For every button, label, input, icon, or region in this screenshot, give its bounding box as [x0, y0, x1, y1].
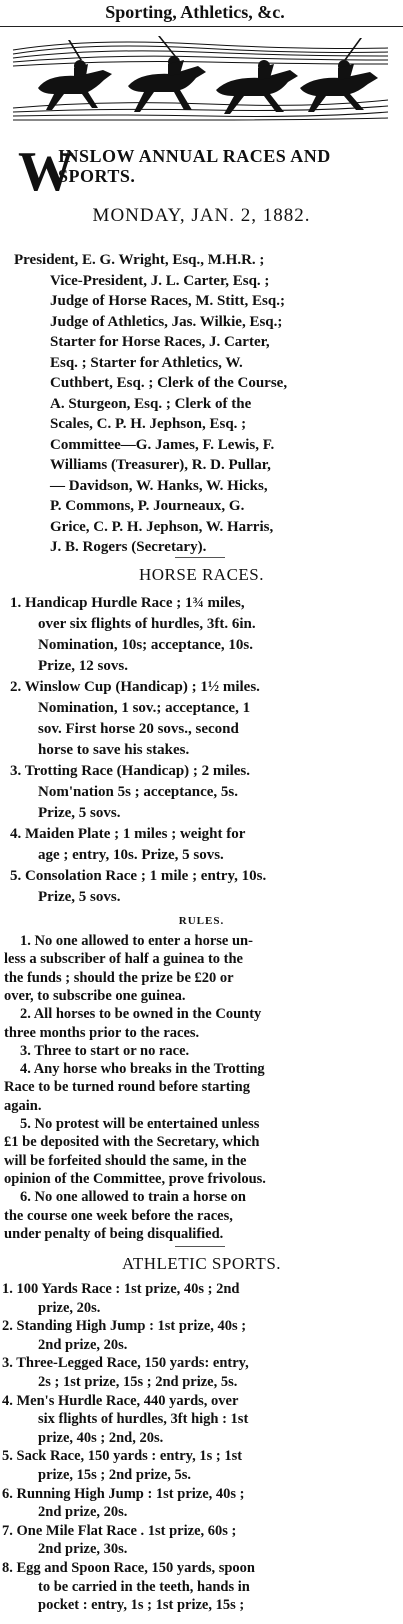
officials-line: Vice-President, J. L. Carter, Esq. ;	[50, 272, 270, 289]
athletic-lines-line: 1. 100 Yards Race : 1st prize, 40s ; 2nd	[2, 1281, 240, 1297]
rules-lines-line: Race to be turned round before starting	[4, 1079, 250, 1096]
rules-lines-line: under penalty of being disqualified.	[4, 1225, 224, 1242]
horse-lines-line: 5. Consolation Race ; 1 mile ; entry, 10s.	[10, 868, 267, 884]
athletic-lines-line: 2nd prize, 30s.	[38, 1541, 128, 1558]
athletic-lines-line: 6. Running High Jump : 1st prize, 40s ;	[2, 1485, 245, 1502]
horse-lines-line: 4. Maiden Plate ; 1 miles ; weight for	[10, 826, 246, 842]
horse-lines-line: Prize, 5 sovs.	[38, 889, 121, 905]
rules-lines-line: will be forfeited should the same, in the	[4, 1152, 247, 1169]
rules-lines-line: opinion of the Committee, prove frivolous.	[4, 1170, 266, 1187]
officials-line: President, E. G. Wright, Esq., M.H.R. ;	[14, 252, 265, 268]
horse-lines-line: sov. First horse 20 sovs., second	[38, 721, 239, 737]
horse-races-heading: HORSE RACES.	[138, 565, 265, 584]
horse-lines-line: Nom'nation 5s ; acceptance, 5s.	[38, 784, 238, 800]
horse-racing-engraving	[8, 30, 393, 130]
rules-lines-line: 2. All horses to be owned in the County	[20, 1006, 262, 1023]
athletic-lines-line: 5. Sack Race, 150 yards : entry, 1s ; 1st	[2, 1448, 243, 1465]
athletic-sports-heading: ATHLETIC SPORTS.	[121, 1254, 282, 1273]
athletic-lines-line: 2s ; 1st prize, 15s ; 2nd prize, 5s.	[38, 1374, 238, 1390]
rules-lines-line: 3. Three to start or no race.	[20, 1042, 190, 1059]
horse-lines-line: age ; entry, 10s. Prize, 5 sovs.	[38, 847, 224, 863]
athletic-lines-line: prize, 20s.	[38, 1299, 101, 1316]
horse-lines-line: Prize, 12 sovs.	[38, 658, 128, 674]
rules-lines-line: 5. No protest will be entertained unless	[20, 1116, 260, 1132]
athletic-lines-line: 8. Egg and Spoon Race, 150 yards, spoon	[2, 1560, 255, 1576]
top-rule	[0, 26, 403, 27]
athletic-lines-line: six flights of hurdles, 3ft high : 1st	[38, 1411, 249, 1428]
horse-lines-line: over six flights of hurdles, 3ft. 6in.	[38, 616, 256, 632]
rules-lines-line: again.	[4, 1097, 42, 1114]
officials-line: Williams (Treasurer), R. D. Pullar,	[50, 457, 271, 473]
dropcap: W	[18, 141, 74, 203]
athletic-lines-line: 2nd prize, 20s.	[38, 1504, 128, 1521]
officials-line: Esq. ; Starter for Athletics, W.	[50, 354, 243, 371]
rules-lines-line: less a subscriber of half a guinea to the	[4, 951, 243, 968]
divider-2	[175, 1246, 225, 1247]
horse-lines-line: Nomination, 10s; acceptance, 10s.	[38, 637, 253, 653]
rules-lines-line: the funds ; should the prize be £20 or	[4, 969, 234, 986]
horse-lines-line: 1. Handicap Hurdle Race ; 1¾ miles,	[10, 595, 245, 611]
athletic-lines-line: pocket : entry, 1s ; 1st prize, 15s ;	[38, 1597, 245, 1614]
article-title-2: SPORTS.	[58, 166, 136, 186]
officials-line: — Davidson, W. Hanks, W. Hicks,	[50, 477, 268, 494]
horse-lines-line: Prize, 5 sovs.	[38, 805, 121, 821]
officials-line: A. Sturgeon, Esq. ; Clerk of the	[50, 395, 252, 412]
officials-line: J. B. Rogers (Secretary).	[50, 539, 207, 555]
officials-line: Grice, C. P. H. Jephson, W. Harris,	[50, 518, 274, 535]
athletic-lines-line: 3. Three-Legged Race, 150 yards: entry,	[2, 1355, 249, 1372]
athletic-lines-line: prize, 40s ; 2nd, 20s.	[38, 1429, 164, 1446]
athletic-lines-line: 7. One Mile Flat Race . 1st prize, 60s ;	[2, 1522, 237, 1539]
rules-lines-line: £1 be deposited with the Secretary, which	[4, 1134, 260, 1151]
officials-line: P. Commons, P. Journeaux, G.	[50, 498, 245, 514]
horse-lines-line: 3. Trotting Race (Handicap) ; 2 miles.	[10, 763, 250, 779]
horse-lines-line: horse to save his stakes.	[38, 742, 190, 758]
officials-line: Committee—G. James, F. Lewis, F.	[50, 436, 275, 453]
rules-lines-line: three months prior to the races.	[4, 1024, 200, 1041]
event-date: MONDAY, JAN. 2, 1882.	[92, 205, 311, 226]
divider-1	[175, 557, 225, 558]
athletic-lines-line: 4. Men's Hurdle Race, 440 yards, over	[2, 1392, 239, 1409]
rules-lines-line: over, to subscribe one guinea.	[4, 987, 186, 1004]
rules-lines-line: 4. Any horse who breaks in the Trotting	[20, 1061, 265, 1078]
officials-line: Judge of Horse Races, M. Stitt, Esq.;	[50, 293, 285, 309]
athletic-lines-line: to be carried in the teeth, hands in	[38, 1578, 250, 1595]
rules-lines-line: 1. No one allowed to enter a horse un-	[20, 933, 253, 949]
athletic-lines-line: 2. Standing High Jump : 1st prize, 40s ;	[2, 1318, 247, 1335]
athletic-lines-line: 2nd prize, 20s.	[38, 1336, 128, 1353]
rules-lines-line: 6. No one allowed to train a horse on	[20, 1189, 246, 1206]
officials-line: Judge of Athletics, Jas. Wilkie, Esq.;	[50, 313, 283, 330]
athletic-lines-line: prize, 15s ; 2nd prize, 5s.	[38, 1467, 192, 1483]
rules-heading: RULES.	[178, 915, 225, 927]
rules-lines-line: the course one week before the races,	[4, 1207, 233, 1224]
officials-line: Scales, C. P. H. Jephson, Esq. ;	[50, 416, 247, 432]
horse-lines-line: 2. Winslow Cup (Handicap) ; 1½ miles.	[10, 679, 260, 695]
horse-lines-line: Nomination, 1 sov.; acceptance, 1	[38, 700, 251, 716]
officials-line: Starter for Horse Races, J. Carter,	[50, 334, 270, 350]
section-title: Sporting, Athletics, &c.	[105, 2, 285, 22]
article-title: INSLOW ANNUAL RACES AND	[58, 146, 331, 166]
officials-line: Cuthbert, Esq. ; Clerk of the Course,	[50, 375, 288, 391]
